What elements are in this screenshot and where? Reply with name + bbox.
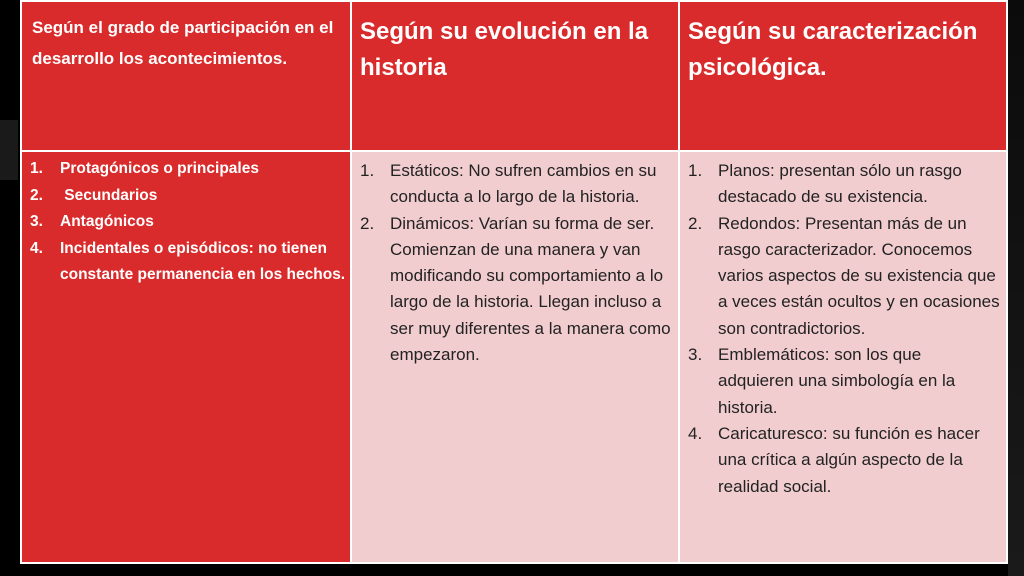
list-text: Incidentales o episódicos: no tienen constante permanencia en los hechos.	[60, 239, 346, 283]
list-text: Protagónicos o principales	[60, 160, 259, 177]
classification-table	[20, 0, 1008, 564]
list-text: Redondos: Presentan más de un rasgo caracterizador. Conocemos varios aspectos de su existencia que a veces están ocultos y en ocasiones son contradictorios.	[718, 213, 1000, 338]
decorative-bar-left	[0, 120, 18, 180]
list-item	[688, 342, 1000, 421]
header-participation	[21, 1, 351, 151]
evolution-list	[352, 152, 678, 368]
list-item	[30, 236, 346, 289]
list-text: Antagónicos	[60, 213, 154, 230]
cell-evolution-types	[351, 151, 679, 563]
decorative-bar-right	[1008, 0, 1024, 576]
list-item	[688, 211, 1000, 342]
header-psychological	[679, 1, 1007, 151]
header-evolution	[351, 1, 679, 151]
list-number: 1.	[360, 161, 375, 180]
header-participation-text: Según el grado de participación en el desarrollo los acontecimientos.	[32, 18, 334, 68]
list-item	[30, 156, 346, 183]
psychological-list	[680, 152, 1006, 500]
list-text: Estáticos: No sufren cambios en su conducta a lo largo de la historia.	[390, 161, 657, 207]
table-body-row	[21, 151, 1007, 563]
list-text: Secundarios	[60, 186, 158, 204]
participation-list	[22, 152, 350, 289]
list-item	[688, 421, 1000, 500]
list-number: 2.	[30, 186, 43, 204]
list-number: 2.	[360, 213, 375, 233]
list-number: 1.	[30, 160, 43, 177]
header-evolution-text: Según su evolución en la historia	[360, 18, 649, 81]
list-number: 3.	[30, 213, 43, 230]
cell-psychological-types	[679, 151, 1007, 563]
list-text: Dinámicos: Varían su forma de ser. Comienzan de una manera y van modificando su comportamiento a lo largo de la historia. Llegan incluso a ser muy diferentes a la manera como empezaron.	[390, 213, 671, 365]
list-item	[30, 209, 346, 236]
list-text: Emblemáticos: son los que adquieren una simbología en la historia.	[718, 345, 956, 417]
list-text: Planos: presentan sólo un rasgo destacado de su existencia.	[718, 161, 962, 207]
list-item	[688, 158, 1000, 211]
table-header-row	[21, 1, 1007, 151]
list-text: Caricaturesco: su función es hacer una crítica a algún aspecto de la realidad social.	[718, 423, 980, 496]
list-number: 4.	[688, 423, 703, 443]
list-number: 1.	[688, 161, 703, 180]
list-item	[360, 158, 672, 211]
list-number: 4.	[30, 239, 43, 257]
header-psychological-text: Según su caracterización psicológica.	[688, 18, 978, 81]
list-number: 2.	[688, 213, 703, 233]
list-item	[30, 183, 346, 210]
cell-participation-types	[21, 151, 351, 563]
list-number: 3.	[688, 345, 703, 365]
list-item	[360, 211, 672, 369]
